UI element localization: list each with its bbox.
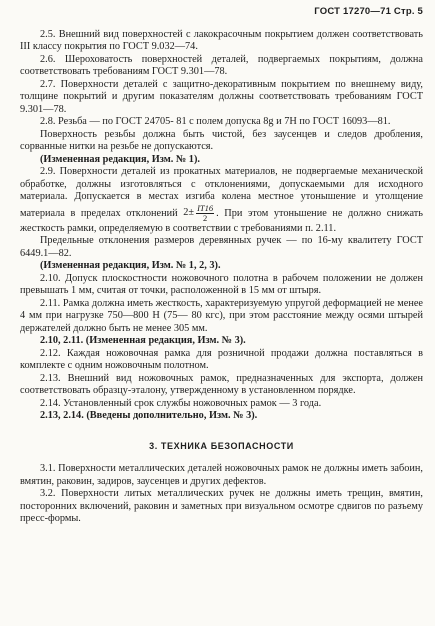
clause-2-11: 2.11. Рамка должна иметь жесткость, характеризуемую упругой деформацией не менее 4 мм при нагрузке 750—800 Н (75— 80 кгс), при этом расстояние между осями штырей держателей должно быть не менее 305 мм. [20, 297, 423, 334]
formula-prefix: 2± [183, 207, 195, 219]
clause-2-14: 2.14. Установленный срок службы ножовочных рамок — 3 года. [40, 397, 322, 409]
clause-2-8-thread-surface: Поверхность резьбы должна быть чистой, без заусенцев и следов дробления, сорванные нитки на резьбе не допускаются. [20, 128, 423, 152]
fraction-denominator: 2 [202, 212, 208, 223]
fraction-numerator: IT16 [197, 202, 214, 213]
clause-2-9-wooden-handles: Предельные отклонения размеров деревянных ручек — по 16-му квалитету ГОСТ 6449.1—82. [20, 235, 423, 259]
clause-2-13: 2.13. Внешний вид ножовочных рамок, предназначенных для экспорта, должен соответствовать образцу-эталону, утвержденному в установленном порядке. [20, 372, 423, 396]
clause-2-9 [20, 166, 423, 235]
clause-2-9-text-end: . При этом утоньшение не должно снижать жесткость рамки, определяемую в соответствии с требованиями п. 2.11. [20, 207, 423, 234]
clause-2-8: 2.8. Резьба — по ГОСТ 24705- 81 с полем допуска 8g и 7H по ГОСТ 16093—81. [40, 116, 391, 127]
amendment-note-4: 2.13, 2.14. (Введены дополнительно, Изм. № 3). [40, 410, 258, 421]
clause-2-7: 2.7. Поверхности деталей с защитно-декоративным покрытием по внешнему виду, толщине покрытий и другим показателям должны соответствовать требованиям ГОСТ 9.301—78. [20, 78, 423, 115]
tolerance-formula [183, 202, 216, 223]
clause-3-2: 3.2. Поверхности литых металлических ручек не должны иметь трещин, вмятин, посторонних включений, раковин и заметных при визуальном осмотре сдвигов по разъему пресс-формы. [20, 488, 423, 524]
section-3-title: 3. ТЕХНИКА БЕЗОПАСНОСТИ [149, 440, 294, 451]
clause-2-5: 2.5. Внешний вид поверхностей с лакокрасочным покрытием должен соответствовать III классу покрытия по ГОСТ 9.032—74. [20, 28, 423, 52]
clause-2-6: 2.6. Шероховатость поверхностей деталей, подвергаемых покрытиям, должна соответствовать требованиям ГОСТ 9.301—78. [20, 53, 423, 77]
clause-3-1: 3.1. Поверхности металлических деталей ножовочных рамок не должны иметь забоин, вмятин, раковин, задиров, заусенцев и других дефектов. [20, 463, 423, 487]
amendment-note-3: 2.10, 2.11. (Измененная редакция, Изм. № 3). [40, 335, 246, 346]
clause-2-10: 2.10. Допуск плоскостности ножовочного полотна в рабочем положении не должен превышать 1 мм, считая от точки, расположенной в 15 мм от штыря. [20, 272, 423, 296]
amendment-note-1: (Измененная редакция, Изм. № 1). [40, 153, 200, 165]
clause-2-12: 2.12. Каждая ножовочная рамка для розничной продажи должна поставляться в комплекте с одним ножовочным полотном. [20, 347, 423, 371]
page-header: ГОСТ 17270—71 Стр. 5 [314, 6, 423, 17]
clause-2-9-text-start: 2.9. Поверхности деталей из прокатных материалов, не подвергаемые механической обработке, должны изготовляться с отклонениями, допускаемыми для исходного материала. Допускается в местах изгиба колена местное утонышение и утолщение материала в пределах отклонений [20, 166, 423, 219]
formula-fraction [196, 204, 214, 223]
amendment-note-2: (Измененная редакция, Изм. № 1, 2, 3). [40, 260, 221, 271]
